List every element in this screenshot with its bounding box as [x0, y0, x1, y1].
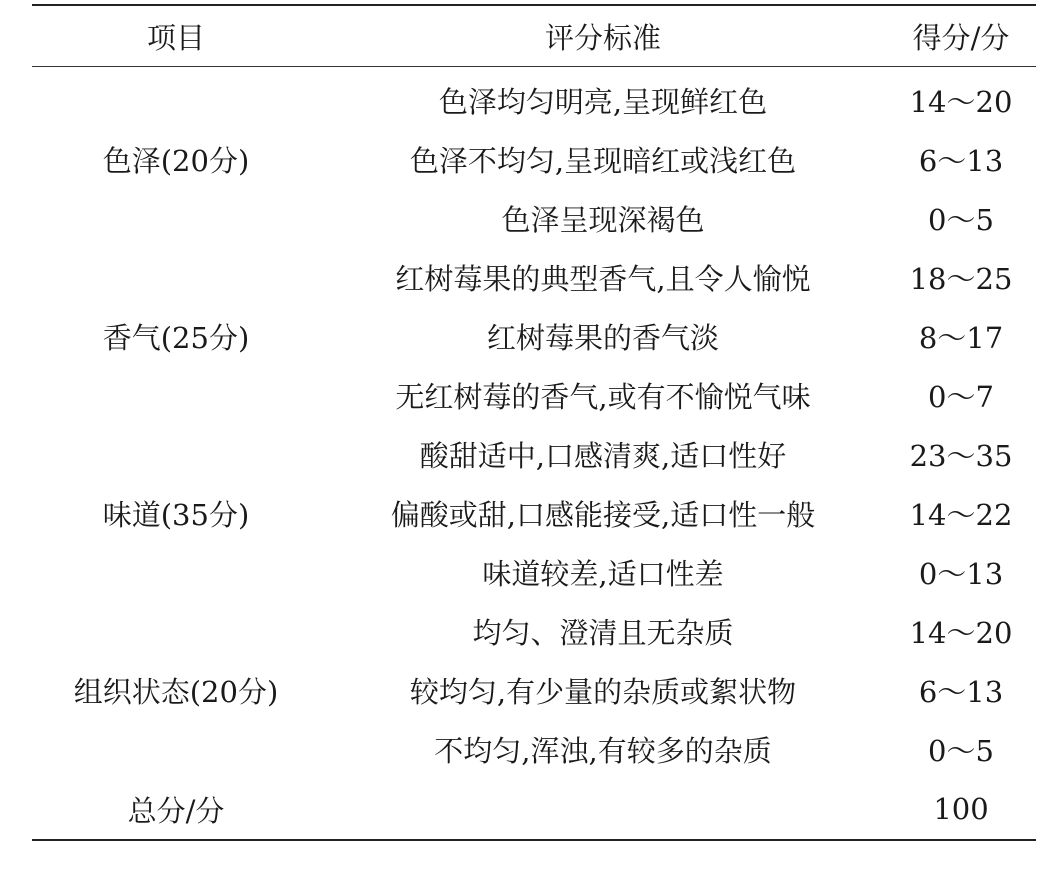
score-cell: 14～20: [909, 85, 1013, 119]
header-row: [32, 6, 1036, 66]
criteria-cell: 色泽不均匀,呈现暗红或浅红色: [409, 144, 797, 178]
table-row: [320, 425, 1036, 484]
table-row: [320, 543, 1036, 602]
table-row: [320, 484, 1036, 543]
criteria-cell: 味道较差,适口性差: [482, 557, 724, 591]
criteria-cell: 红树莓果的典型香气,且令人愉悦: [395, 262, 811, 296]
score-cell: 0～13: [918, 557, 1004, 591]
table-row: [320, 661, 1036, 720]
group-item-label: 色泽(20分): [102, 144, 250, 178]
score-cell: 8～17: [918, 321, 1004, 355]
total-label: 总分/分: [127, 793, 225, 828]
score-cell: 18～25: [909, 262, 1013, 296]
total-row: [32, 779, 1036, 839]
group-color: [32, 71, 1036, 248]
criteria-cell: 色泽呈现深褐色: [501, 203, 705, 237]
total-score: 100: [933, 792, 989, 826]
criteria-cell: 红树莓果的香气淡: [486, 321, 719, 355]
bottom-rule: [32, 839, 1036, 841]
group-item-label: 味道(35分): [102, 498, 250, 532]
criteria-cell: 酸甜适中,口感清爽,适口性好: [419, 439, 787, 473]
table-row: [320, 720, 1036, 779]
table-row: [320, 248, 1036, 307]
scoring-table: [32, 4, 1036, 841]
score-cell: 0～5: [928, 734, 994, 768]
header-score: 得分/分: [912, 20, 1010, 55]
criteria-cell: 色泽均匀明亮,呈现鲜红色: [438, 85, 768, 119]
criteria-cell: 偏酸或甜,口感能接受,适口性一般: [390, 498, 816, 532]
criteria-cell: 均匀、澄清且无杂质: [472, 616, 734, 650]
criteria-cell: 较均匀,有少量的杂质或絮状物: [409, 675, 797, 709]
score-cell: 14～22: [909, 498, 1013, 532]
score-cell: 6～13: [918, 144, 1004, 178]
criteria-cell: 无红树莓的香气,或有不愉悦气味: [395, 380, 811, 414]
score-cell: 23～35: [909, 439, 1013, 473]
table-row: [320, 71, 1036, 130]
header-item: 项目: [146, 20, 205, 55]
group-aroma: [32, 248, 1036, 425]
criteria-cell: 不均匀,浑浊,有较多的杂质: [434, 734, 772, 768]
score-cell: 0～5: [928, 203, 994, 237]
score-cell: 6～13: [918, 675, 1004, 709]
table-row: [320, 189, 1036, 248]
group-taste: [32, 425, 1036, 602]
table-row: [320, 602, 1036, 661]
group-item-label: 香气(25分): [102, 321, 250, 355]
score-cell: 14～20: [909, 616, 1013, 650]
table-row: [320, 130, 1036, 189]
group-texture: [32, 602, 1036, 779]
table-row: [320, 307, 1036, 366]
table-row: [320, 366, 1036, 425]
score-cell: 0～7: [928, 380, 994, 414]
group-item-label: 组织状态(20分): [73, 675, 279, 709]
header-criteria: 评分标准: [544, 20, 661, 55]
